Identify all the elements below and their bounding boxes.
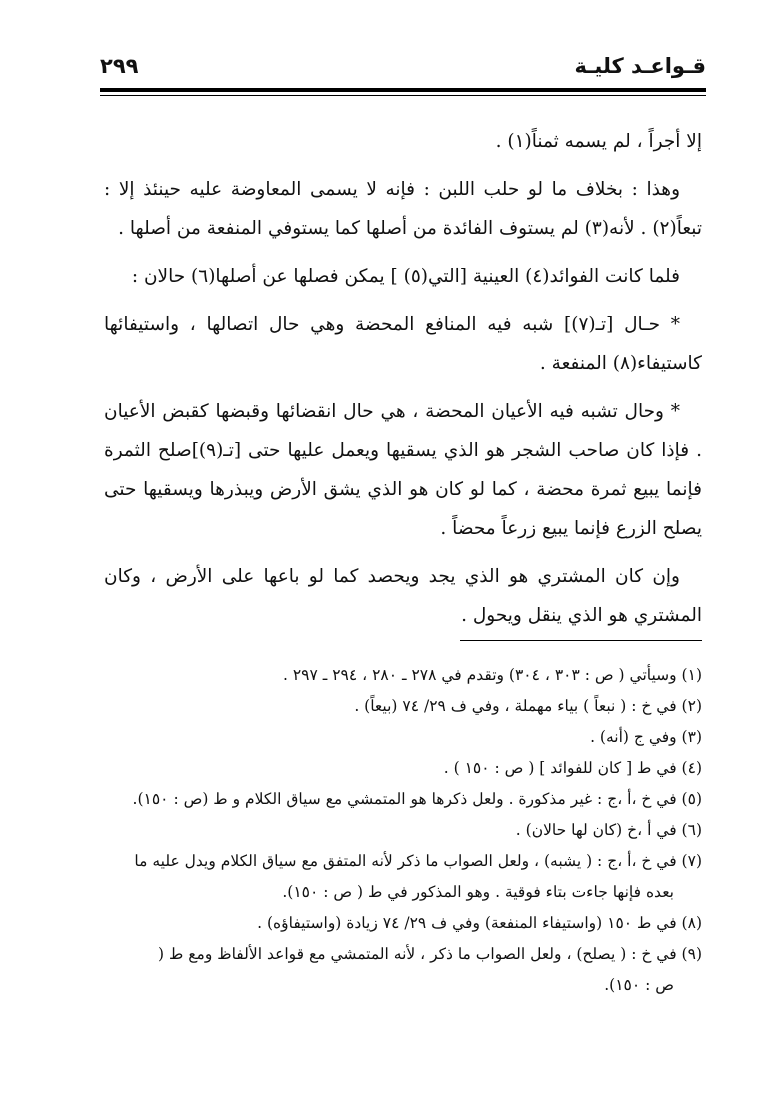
footnote: (٦) في أ ،خ (كان لها حالان) . bbox=[515, 821, 702, 839]
bullet-paragraph: * حـال [تـ(٧)] شبه فيه المنافع المحضة وهي حال اتصالها ، واستيفائها كاستيفاء(٨) المنفعة . bbox=[104, 314, 702, 374]
footnote: (٨) في ط ١٥٠ (واستيفاء المنفعة) وفي ف ٢٩/ ٧٤ زيادة (واستيفاؤه) . bbox=[257, 914, 702, 932]
header-rule-thin bbox=[100, 95, 706, 96]
footnote: (١) وسيأتي ( ص : ٣٠٣ ، ٣٠٤) وتقدم في ٢٧٨ ـ ٢٨٠ ، ٢٩٤ ـ ٢٩٧ . bbox=[282, 666, 702, 684]
footnote: (٢) في خ : ( نبعاً ) بياء مهملة ، وفي ف ٢٩/ ٧٤ (بيعاً) . bbox=[354, 697, 702, 715]
page-number: ٢٩٩ bbox=[100, 54, 139, 78]
bullet-paragraph: * وحال تشبه فيه الأعيان المحضة ، هي حال انقضائها وقبضها كقبض الأعيان . فإذا كان صاحب الشجر هو الذي يسقيها ويعمل عليها حتى [تـ(٩)]صلح الثمرة فإنما يبيع ثمرة محضة ، كما لو كان هو الذي يشق الأرض ويبذرها ويسقيها حتى يصلح الزرع فإنما يبيع زرعاً محضاً . bbox=[104, 401, 703, 539]
footnote: (٩) في خ : ( يصلح) ، ولعل الصواب ما ذكر ، لأنه المتمشي مع قواعد الألفاظ ومع ط ( bbox=[158, 945, 702, 963]
main-text bbox=[104, 122, 702, 644]
footnote: (٤) في ط [ كان للفوائد ] ( ص : ١٥٠ ) . bbox=[443, 759, 702, 777]
paragraph: فلما كانت الفوائد(٤) العينية [التي(٥) ] يمكن فصلها عن أصلها(٦) حالان : bbox=[131, 266, 680, 287]
footnote-continuation: بعده فإنها جاءت بتاء فوقية . وهو المذكور في ط ( ص : ١٥٠). bbox=[282, 883, 674, 901]
paragraph: وهذا : بخلاف ما لو حلب اللبن : فإنه لا يسمى المعاوضة عليه حينئذ إلا : تبعاً(٢) . لأنه(٣) لم يستوف الفائدة من أصلها كما يستوفي المنفعة من أصلها . bbox=[104, 179, 702, 239]
footnote: (٣) وفي ج (أنه) . bbox=[590, 728, 702, 746]
page-header bbox=[100, 50, 706, 92]
paragraph: وإن كان المشتري هو الذي يجد ويحصد كما لو باعها على الأرض ، وكان المشتري هو الذي ينقل ويحول . bbox=[104, 566, 702, 626]
footnote: (٥) في خ ،أ ،ج : غير مذكورة . ولعل ذكرها هو المتمشي مع سياق الكلام و ط (ص : ١٥٠). bbox=[132, 790, 702, 808]
paragraph: إلا أجراً ، لم يسمه ثمناً(١) . bbox=[495, 131, 702, 152]
footnote: (٧) في خ ،أ ،ج : ( يشبه) ، ولعل الصواب ما ذكر لأنه المتفق مع سياق الكلام ويدل عليه ما bbox=[134, 852, 702, 870]
header-rule-thick bbox=[100, 88, 706, 92]
running-title: قـواعـد كليـة bbox=[574, 54, 706, 78]
footnote-continuation: ص : ١٥٠). bbox=[604, 976, 674, 994]
footnote-separator bbox=[460, 640, 702, 641]
footnotes bbox=[104, 660, 702, 1001]
